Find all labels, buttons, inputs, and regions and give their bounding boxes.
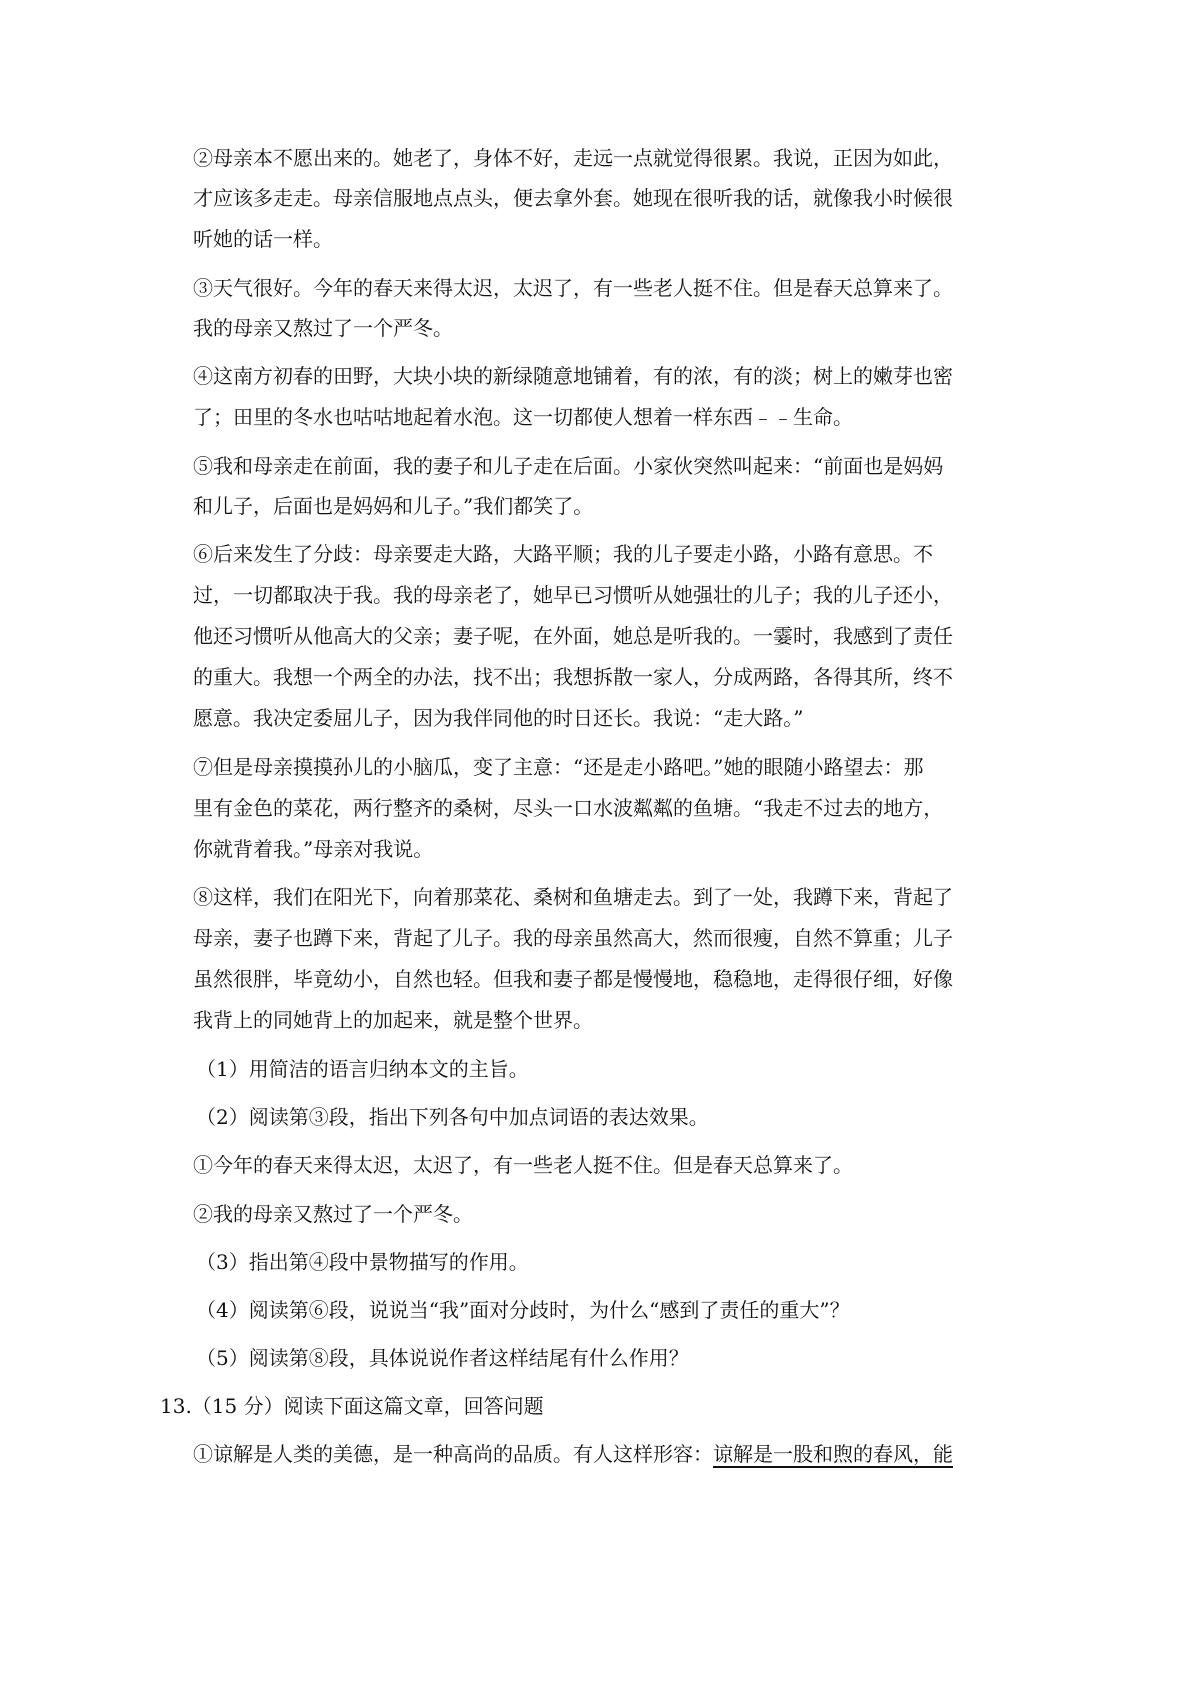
p2-line-2: 才应该多走走。母亲信服地点点头，便去拿外套。她现在很听我的话，就像我小时候很 [193, 186, 953, 210]
p2-line-3: 听她的话一样。 [193, 227, 333, 251]
p6-line-1: ⑥后来发生了分歧：母亲要走大路，大路平顺；我的儿子要走小路，小路有意思。不 [193, 542, 933, 566]
p7-line-3: 你就背着我。”母亲对我说。 [193, 837, 434, 861]
question-2-sentence-a: ①今年的春天来得太迟，太迟了，有一些老人挺不住。但是春天总算来了。 [193, 1153, 853, 1177]
p4-line-1: ④这南方初春的田野，大块小块的新绿随意地铺着，有的浓，有的淡；树上的嫩芽也密 [193, 364, 953, 388]
section-13-p1-text: ①谅解是人类的美德，是一种高尚的品质。有人这样形容： [193, 1442, 713, 1466]
p8-line-2: 母亲，妻子也蹲下来，背起了儿子。我的母亲虽然高大，然而很瘦，自然不算重；儿子 [193, 926, 953, 950]
question-4: （4）阅读第⑥段，说说当“我”面对分歧时，为什么“感到了责任的重大”？ [196, 1298, 850, 1322]
question-3: （3）指出第④段中景物描写的作用。 [196, 1250, 529, 1274]
p8-line-3: 虽然很胖，毕竟幼小，自然也轻。但我和妻子都是慢慢地，稳稳地，走得很仔细，好像 [193, 967, 953, 991]
section-13-heading: 13.（15 分）阅读下面这篇文章，回答问题 [160, 1394, 544, 1418]
p2-line-1: ②母亲本不愿出来的。她老了，身体不好，走远一点就觉得很累。我说，正因为如此， [193, 146, 953, 170]
p6-line-3: 他还习惯听从他高大的父亲；妻子呢，在外面，她总是听我的。一霎时，我感到了责任 [193, 624, 953, 648]
p4-line-2: 了；田里的冬水也咕咕地起着水泡。这一切都使人想着一样东西﹣﹣生命。 [193, 405, 853, 429]
p6-line-4: 的重大。我想一个两全的办法，找不出；我想拆散一家人，分成两路，各得其所，终不 [193, 665, 953, 689]
question-1: （1）用简洁的语言归纳本文的主旨。 [196, 1057, 529, 1081]
p3-line-1: ③天气很好。今年的春天来得太迟，太迟了，有一些老人挺不住。但是春天总算来了。 [193, 276, 953, 300]
p8-line-1: ⑧这样，我们在阳光下，向着那菜花、桑树和鱼塘走去。到了一处，我蹲下来，背起了 [193, 885, 953, 909]
section-13-p1-line-1 [193, 1439, 953, 1469]
p6-line-2: 过，一切都取决于我。我的母亲老了，她早已习惯听从她强壮的儿子；我的儿子还小， [193, 583, 953, 607]
p3-line-2: 我的母亲又熬过了一个严冬。 [193, 316, 453, 340]
p8-line-4: 我背上的同她背上的加起来，就是整个世界。 [193, 1008, 593, 1032]
p6-line-5: 愿意。我决定委屈儿子，因为我伴同他的时日还长。我说：“走大路。” [193, 706, 804, 730]
p5-line-1: ⑤我和母亲走在前面，我的妻子和儿子走在后面。小家伙突然叫起来：“前面也是妈妈 [193, 454, 944, 478]
question-2-sentence-b: ②我的母亲又熬过了一个严冬。 [193, 1202, 473, 1226]
p7-line-2: 里有金色的菜花，两行整齐的桑树，尽头一口水波粼粼的鱼塘。“我走不过去的地方， [193, 796, 944, 820]
section-13-p1-underlined: 谅解是一股和煦的春风，能 [713, 1442, 953, 1466]
p5-line-2: 和儿子，后面也是妈妈和儿子。”我们都笑了。 [193, 494, 594, 518]
p7-line-1: ⑦但是母亲摸摸孙儿的小脑瓜，变了主意：“还是走小路吧。”她的眼随小路望去：那 [193, 755, 924, 779]
question-5: （5）阅读第⑧段，具体说说作者这样结尾有什么作用？ [196, 1346, 689, 1370]
question-2: （2）阅读第③段，指出下列各句中加点词语的表达效果。 [196, 1105, 709, 1129]
